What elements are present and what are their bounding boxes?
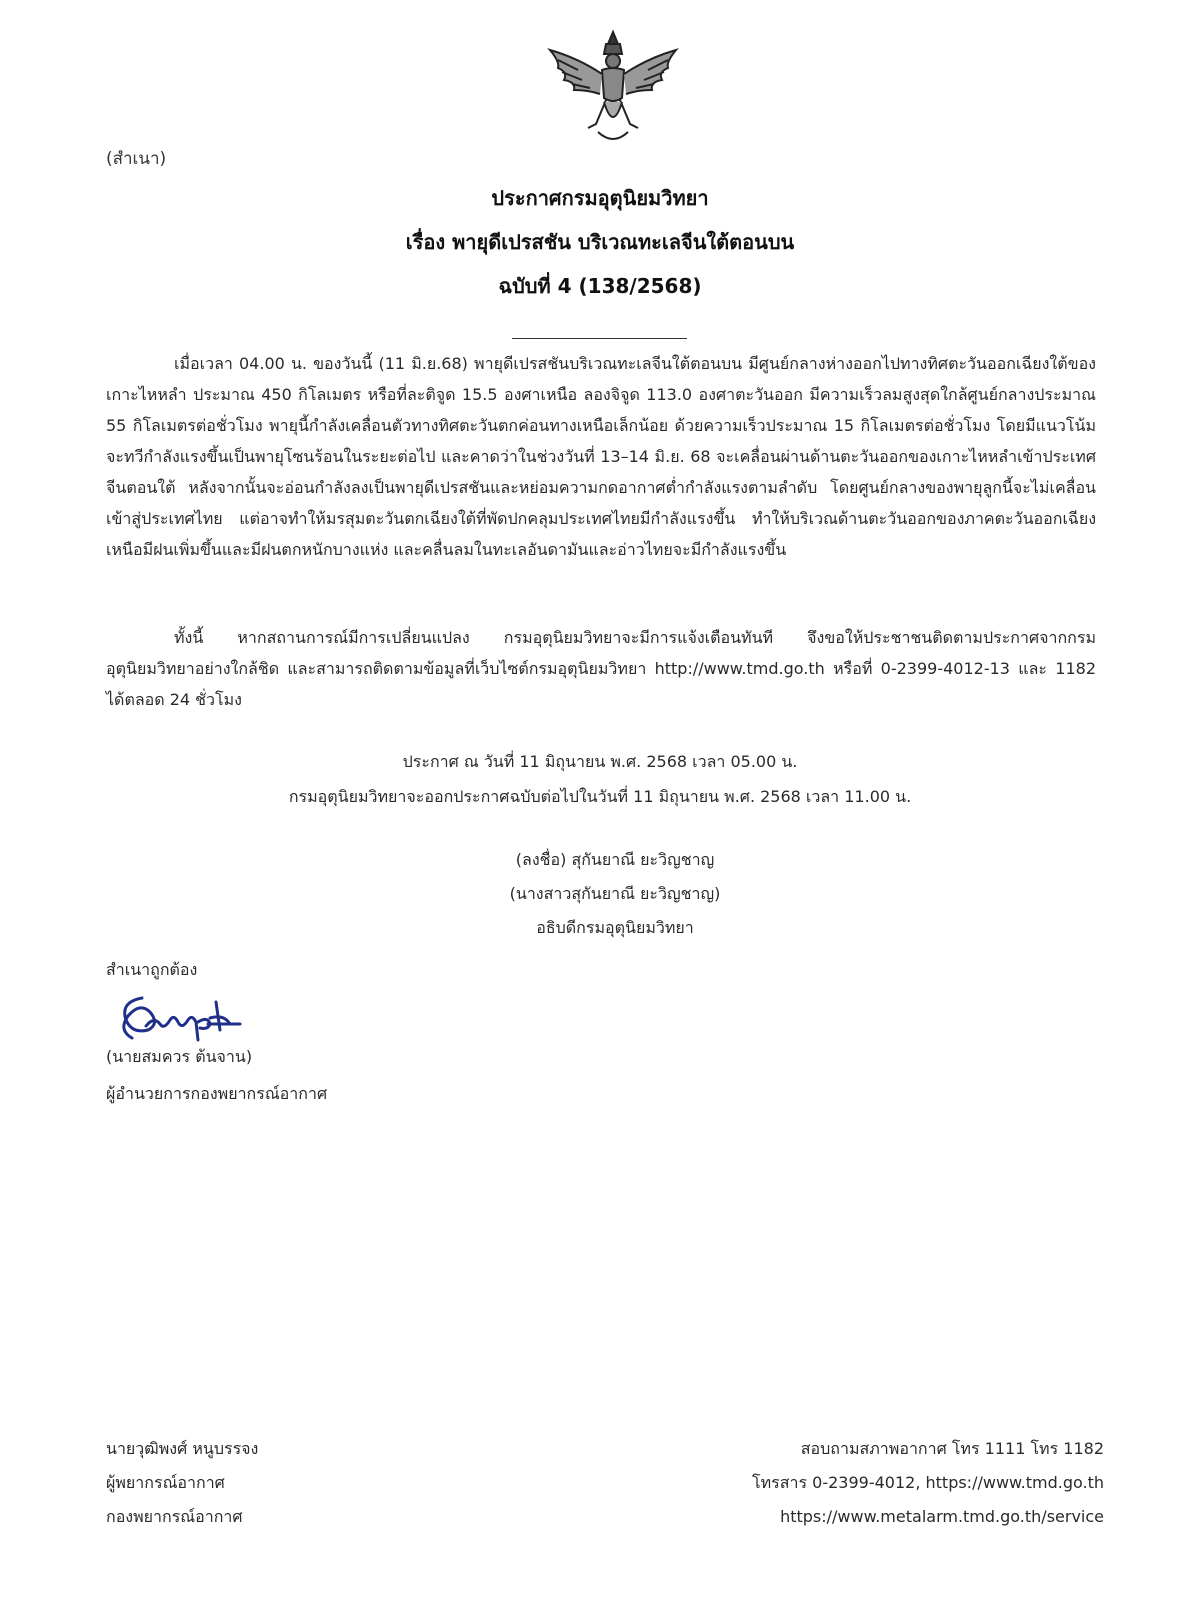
certification-label: สำเนาถูกต้อง: [106, 960, 198, 979]
forecaster-title: ผู้พยากรณ์อากาศ: [106, 1473, 225, 1492]
next-issue-line: กรมอุตุนิยมวิทยาจะออกประกาศฉบับต่อไปในวันที่ 11 มิถุนายน พ.ศ. 2568 เวลา 11.00 น.: [288, 787, 912, 806]
contact-fax: โทรสาร 0-2399-4012, https://www.tmd.go.th: [752, 1473, 1104, 1492]
signatory-full-name: (นางสาวสุกันยาณี ยะวิญชาญ): [509, 884, 721, 903]
copy-label: (สำเนา): [106, 149, 167, 169]
garuda-emblem-icon: [538, 28, 688, 148]
title-block: [200, 176, 1000, 308]
contact-web: https://www.metalarm.tmd.go.th/service: [780, 1507, 1104, 1526]
body-paragraph-2: ทั้งนี้ หากสถานการณ์มีการเปลี่ยนแปลง กรมอุตุนิยมวิทยาจะมีการแจ้งเตือนทันที จึงขอให้ประชาชนติดตามประกาศจากกรมอุตุนิยมวิทยาอย่างใกล้ชิด และสามารถติดตามข้อมูลที่เว็บไซต์กรมอุตุนิยมวิทยา http://www.tmd.go.th หรือที่ 0-2399-4012-13 และ 1182 ได้ตลอด 24 ชั่วโมง: [106, 628, 1096, 709]
title-divider: [512, 338, 687, 339]
issue-number: ฉบับที่ 4 (138/2568): [498, 274, 702, 298]
forecaster-division: กองพยากรณ์อากาศ: [106, 1507, 243, 1526]
page-title: ประกาศกรมอุตุนิยมวิทยา: [491, 186, 709, 210]
forecaster-name: นายวุฒิพงศ์ หนูบรรจง: [106, 1439, 259, 1458]
certifier-position: ผู้อำนวยการกองพยากรณ์อากาศ: [106, 1084, 328, 1103]
body-paragraph-1: เมื่อเวลา 04.00 น. ของวันนี้ (11 มิ.ย.68) พายุดีเปรสชันบริเวณทะเลจีนใต้ตอนบน มีศูนย์กลางห่างออกไปทางทิศตะวันออกเฉียงใต้ของเกาะไหหลำ ประมาณ 450 กิโลเมตร หรือที่ละติจูด 15.5 องศาเหนือ ลองจิจูด 113.0 องศาตะวันออก มีความเร็วลมสูงสุดใกล้ศูนย์กลางประมาณ 55 กิโลเมตรต่อชั่วโมง พายุนี้กำลังเคลื่อนตัวทางทิศตะวันตกค่อนทางเหนือเล็กน้อย ด้วยความเร็วประมาณ 15 กิโลเมตรต่อชั่วโมง โดยมีแนวโน้มจะทวีกำลังแรงขึ้นเป็นพายุโซนร้อนในระยะต่อไป และคาดว่าในช่วงวันที่ 13–14 มิ.ย. 68 จะเคลื่อนผ่านด้านตะวันออกของเกาะไหหลำเข้าประเทศจีนตอนใต้ หลังจากนั้นจะอ่อนกำลังลงเป็นพายุดีเปรสชันและหย่อมความกดอากาศต่ำกำลังแรงตามลำดับ โดยศูนย์กลางของพายุลูกนี้จะไม่เคลื่อนเข้าสู่ประเทศไทย แต่อาจทำให้มรสุมตะวันตกเฉียงใต้ที่พัดปกคลุมประเทศไทยมีกำลังแรงขึ้น ทำให้บริเวณด้านตะวันออกของภาคตะวันออกเฉียงเหนือมีฝนเพิ่มขึ้นและมีฝนตกหนักบางแห่ง และคลื่นลมในทะเลอันดามันและอ่าวไทยจะมีกำลังแรงขึ้น: [106, 354, 1096, 559]
certifier-name: (นายสมควร ต้นจาน): [106, 1047, 253, 1066]
footer-forecaster: [106, 1432, 258, 1534]
signatory-block: [440, 843, 790, 945]
signatory-position: อธิบดีกรมอุตุนิยมวิทยา: [536, 918, 694, 937]
footer-contact: [752, 1432, 1104, 1534]
signatory-signed: (ลงชื่อ) สุกันยาณี ยะวิญชาญ: [515, 850, 715, 869]
issued-at-line: ประกาศ ณ วันที่ 11 มิถุนายน พ.ศ. 2568 เวลา 05.00 น.: [402, 752, 798, 771]
contact-phone: สอบถามสภาพอากาศ โทร 1111 โทร 1182: [800, 1439, 1104, 1458]
handwritten-signature-icon: [112, 990, 247, 1048]
subject-line: เรื่อง พายุดีเปรสชัน บริเวณทะเลจีนใต้ตอนบน: [405, 230, 795, 254]
